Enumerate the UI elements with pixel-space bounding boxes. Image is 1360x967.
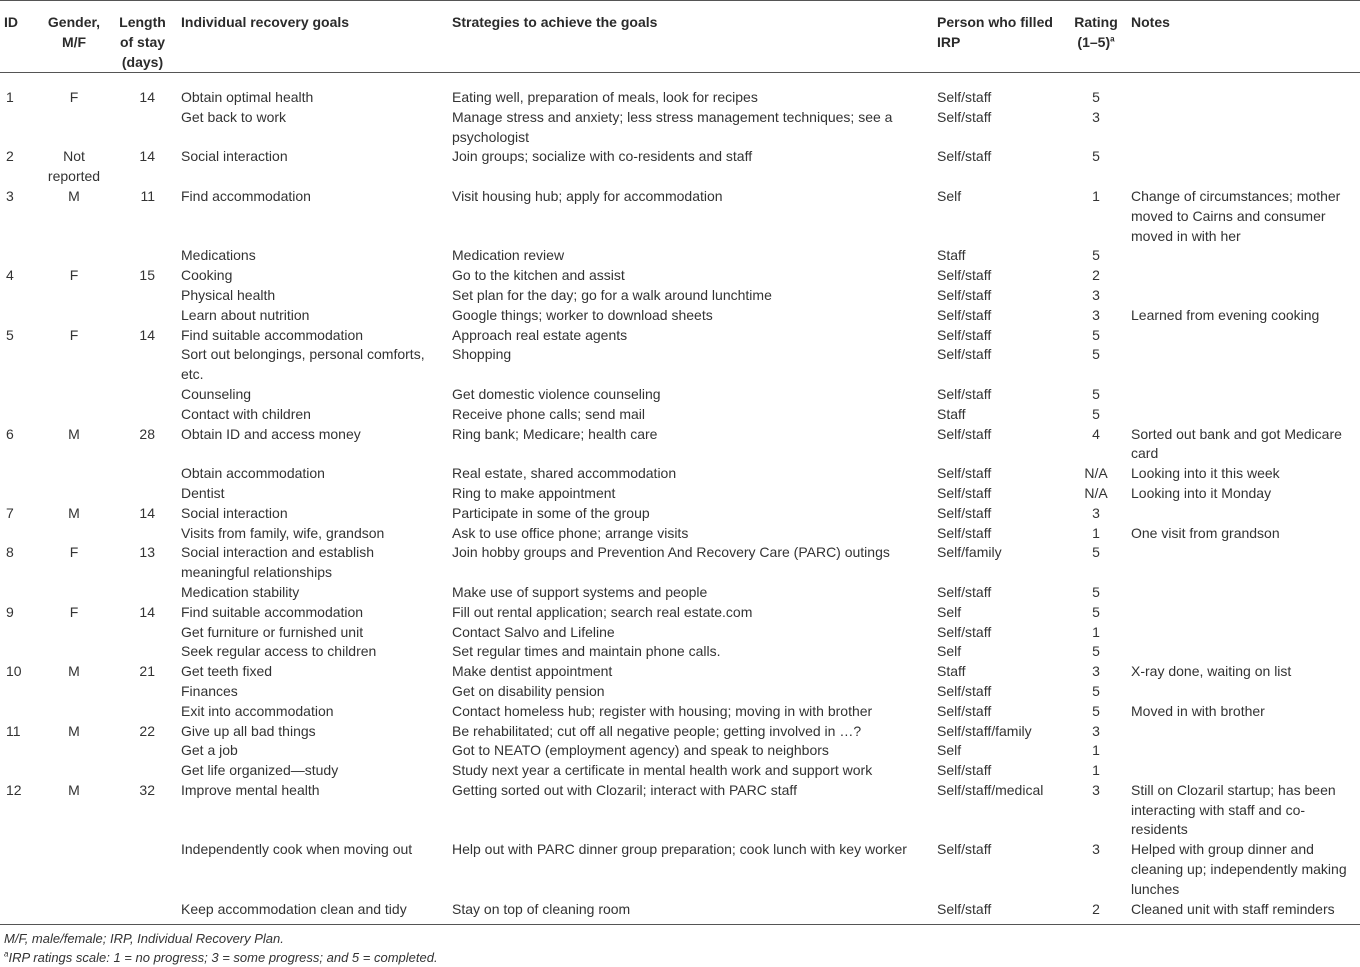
cell-rating: 1 [1092, 524, 1100, 541]
cell-id: 2 [6, 148, 14, 165]
cell-rating: 5 [1092, 603, 1100, 620]
cell-notes [1127, 543, 1360, 583]
table-row [0, 662, 1360, 682]
header-rating [1065, 1, 1127, 73]
cell-length-of-stay [108, 306, 177, 326]
cell-recovery-goal: Dentist [181, 484, 225, 501]
cell-id: 4 [6, 267, 14, 284]
cell-recovery-goal: Social interaction [181, 504, 288, 521]
cell-length-of-stay [108, 741, 177, 761]
table-row [0, 781, 1360, 840]
cell-id: 12 [6, 781, 22, 798]
cell-strategy: Get on disability pension [452, 682, 605, 699]
cell-id [0, 761, 40, 781]
cell-id [0, 385, 40, 405]
cell-rating: 4 [1092, 425, 1100, 442]
cell-rating: 1 [1092, 187, 1100, 204]
cell-id [0, 900, 40, 925]
cell-gender [40, 642, 108, 662]
cell-strategy: Contact homeless hub; register with housing; moving in with brother [452, 702, 873, 719]
cell-notes [1127, 603, 1360, 623]
cell-recovery-goal: Social interaction [181, 148, 288, 165]
cell-length-of-stay [108, 623, 177, 643]
header-person-filled: Person who filled IRP [937, 14, 1053, 50]
cell-rating: N/A [1084, 465, 1108, 482]
cell-recovery-goal: Visits from family, wife, grandson [181, 524, 385, 541]
cell-recovery-goal: Get teeth fixed [181, 663, 273, 680]
table-row [0, 504, 1360, 524]
cell-gender: M [68, 187, 80, 204]
cell-strategy: Make use of support systems and people [452, 583, 708, 600]
table-row [0, 642, 1360, 662]
cell-gender [40, 385, 108, 405]
cell-person-filled: Self/staff [937, 900, 992, 917]
table-row [0, 306, 1360, 326]
table-header [0, 1, 1360, 73]
cell-notes [1127, 147, 1360, 187]
cell-gender [40, 583, 108, 603]
cell-rating: N/A [1084, 484, 1108, 501]
cell-person-filled: Self/staff [937, 286, 992, 303]
cell-rating: 5 [1092, 148, 1100, 165]
cell-person-filled: Self/staff [937, 385, 992, 402]
cell-gender: F [69, 544, 79, 561]
cell-length-of-stay [108, 840, 177, 899]
cell-rating: 3 [1092, 841, 1100, 858]
cell-person-filled: Self/staff [937, 583, 992, 600]
cell-strategy: Approach real estate agents [452, 326, 628, 343]
cell-length-of-stay [108, 761, 177, 781]
cell-gender [40, 464, 108, 484]
cell-length-of-stay [108, 464, 177, 484]
cell-gender [40, 484, 108, 504]
cell-strategy: Real estate, shared accommodation [452, 465, 677, 482]
cell-rating: 3 [1092, 306, 1100, 323]
cell-person-filled: Self/staff [937, 702, 992, 719]
cell-rating: 2 [1092, 900, 1100, 917]
cell-notes [1127, 623, 1360, 643]
cell-person-filled: Self/staff [937, 326, 992, 343]
cell-id [0, 484, 40, 504]
cell-recovery-goal: Obtain accommodation [181, 465, 325, 482]
cell-recovery-goal: Learn about nutrition [181, 306, 310, 323]
cell-rating: 5 [1092, 544, 1100, 561]
cell-length-of-stay: 11 [140, 187, 155, 204]
cell-notes [1127, 504, 1360, 524]
cell-notes [1127, 326, 1360, 346]
cell-notes: Sorted out bank and got Medicare card [1131, 425, 1342, 462]
cell-id: 10 [6, 663, 22, 680]
table-row [0, 425, 1360, 465]
cell-gender: F [69, 603, 79, 620]
table-row [0, 583, 1360, 603]
cell-recovery-goal: Get a job [181, 742, 238, 759]
cell-notes: Change of circumstances; mother moved to Cairns and consumer moved in with her [1131, 187, 1341, 244]
cell-person-filled: Self/staff [937, 425, 992, 442]
cell-recovery-goal: Contact with children [181, 405, 311, 422]
cell-id [0, 524, 40, 544]
cell-gender [40, 761, 108, 781]
table-row [0, 246, 1360, 266]
cell-length-of-stay [108, 484, 177, 504]
cell-person-filled: Self [937, 742, 962, 759]
cell-person-filled: Self/staff [937, 108, 992, 125]
cell-id [0, 583, 40, 603]
cell-gender [40, 623, 108, 643]
cell-recovery-goal: Get life organized—study [181, 762, 339, 779]
cell-id: 3 [6, 187, 14, 204]
table-row [0, 741, 1360, 761]
cell-recovery-goal: Get back to work [181, 108, 287, 125]
cell-recovery-goal: Find accommodation [181, 187, 311, 204]
cell-length-of-stay: 14 [139, 326, 155, 343]
cell-rating: 5 [1092, 89, 1100, 105]
header-row [0, 1, 1360, 73]
cell-recovery-goal: Give up all bad things [181, 722, 316, 739]
cell-notes: Learned from evening cooking [1131, 306, 1320, 323]
cell-strategy: Receive phone calls; send mail [452, 405, 645, 422]
header-strategies: Strategies to achieve the goals [452, 14, 658, 30]
cell-gender: F [69, 326, 79, 343]
footnote-mark: a [4, 949, 9, 959]
cell-rating: 3 [1092, 781, 1100, 798]
cell-recovery-goal: Medication stability [181, 583, 300, 600]
cell-rating: 3 [1092, 286, 1100, 303]
cell-rating: 5 [1092, 702, 1100, 719]
cell-recovery-goal: Keep accommodation clean and tidy [181, 900, 407, 917]
cell-gender [40, 682, 108, 702]
cell-id [0, 464, 40, 484]
cell-strategy: Getting sorted out with Clozaril; interact with PARC staff [452, 781, 797, 798]
cell-gender: M [68, 663, 80, 680]
cell-strategy: Medication review [452, 247, 565, 264]
cell-notes [1127, 682, 1360, 702]
cell-rating: 2 [1092, 267, 1100, 284]
cell-rating: 5 [1092, 385, 1100, 402]
cell-id [0, 108, 40, 148]
cell-strategy: Make dentist appointment [452, 663, 613, 680]
cell-recovery-goal: Counseling [181, 385, 252, 402]
footnote-rating-scale-text: IRP ratings scale: 1 = no progress; 3 = some progress; and 5 = completed. [8, 950, 438, 965]
cell-notes: X-ray done, waiting on list [1131, 663, 1292, 680]
cell-recovery-goal: Find suitable accommodation [181, 603, 364, 620]
cell-notes [1127, 405, 1360, 425]
cell-notes [1127, 246, 1360, 266]
cell-length-of-stay: 21 [139, 663, 155, 680]
cell-notes [1127, 345, 1360, 385]
cell-gender: F [69, 89, 79, 105]
cell-id [0, 246, 40, 266]
cell-person-filled: Self/staff [937, 762, 992, 779]
cell-strategy: Join hobby groups and Prevention And Recovery Care (PARC) outings [452, 544, 890, 561]
cell-strategy: Set regular times and maintain phone calls. [452, 643, 721, 660]
cell-length-of-stay [108, 524, 177, 544]
header-rating-label: Rating (1–5) [1074, 14, 1118, 50]
cell-person-filled: Self [937, 187, 962, 204]
cell-recovery-goal: Find suitable accommodation [181, 326, 364, 343]
cell-strategy: Join groups; socialize with co-residents and staff [452, 148, 753, 165]
table-row [0, 603, 1360, 623]
cell-length-of-stay: 22 [139, 722, 155, 739]
cell-strategy: Visit housing hub; apply for accommodation [452, 187, 723, 204]
cell-rating: 3 [1092, 663, 1100, 680]
cell-strategy: Stay on top of cleaning room [452, 900, 631, 917]
cell-strategy: Manage stress and anxiety; less stress management techniques; see a psychologist [452, 108, 893, 145]
cell-recovery-goal: Obtain optimal health [181, 89, 314, 105]
cell-rating: 5 [1092, 643, 1100, 660]
cell-strategy: Eating well, preparation of meals, look for recipes [452, 89, 758, 105]
cell-id: 7 [6, 504, 14, 521]
cell-id [0, 286, 40, 306]
table-row [0, 187, 1360, 246]
cell-notes: Looking into it this week [1131, 465, 1280, 482]
cell-notes [1127, 73, 1360, 108]
cell-rating: 5 [1092, 346, 1100, 363]
cell-strategy: Get domestic violence counseling [452, 385, 661, 402]
cell-notes [1127, 642, 1360, 662]
table-row [0, 73, 1360, 108]
cell-notes: Still on Clozaril startup; has been interacting with staff and co-residents [1131, 781, 1336, 838]
cell-rating: 5 [1092, 682, 1100, 699]
cell-rating: 1 [1092, 762, 1100, 779]
cell-gender [40, 108, 108, 148]
cell-id [0, 702, 40, 722]
cell-recovery-goal: Exit into accommodation [181, 702, 334, 719]
cell-notes [1127, 722, 1360, 742]
table-row [0, 385, 1360, 405]
cell-recovery-goal: Sort out belongings, personal comforts, etc. [181, 346, 425, 383]
cell-recovery-goal: Social interaction and establish meaningful relationships [181, 544, 375, 581]
cell-rating: 1 [1092, 742, 1100, 759]
cell-rating: 5 [1092, 405, 1100, 422]
cell-recovery-goal: Finances [181, 682, 238, 699]
cell-strategy: Fill out rental application; search real estate.com [452, 603, 753, 620]
cell-length-of-stay: 14 [139, 504, 155, 521]
cell-gender [40, 246, 108, 266]
cell-length-of-stay: 15 [139, 267, 155, 284]
cell-person-filled: Self [937, 643, 962, 660]
cell-id [0, 682, 40, 702]
table-row [0, 464, 1360, 484]
cell-rating: 3 [1092, 722, 1100, 739]
cell-recovery-goal: Get furniture or furnished unit [181, 623, 364, 640]
cell-person-filled: Self/staff/family [937, 722, 1032, 739]
cell-recovery-goal: Independently cook when moving out [181, 841, 413, 858]
cell-length-of-stay: 14 [139, 89, 155, 105]
cell-rating: 5 [1092, 247, 1100, 264]
table-row [0, 543, 1360, 583]
cell-notes [1127, 108, 1360, 148]
table-row [0, 623, 1360, 643]
table-row [0, 900, 1360, 925]
cell-person-filled: Self/staff [937, 841, 992, 858]
cell-person-filled: Staff [937, 247, 966, 264]
table-row [0, 524, 1360, 544]
cell-person-filled: Self/family [937, 544, 1002, 561]
cell-length-of-stay [108, 642, 177, 662]
cell-strategy: Ring bank; Medicare; health care [452, 425, 658, 442]
table-row [0, 405, 1360, 425]
cell-id [0, 741, 40, 761]
cell-person-filled: Staff [937, 663, 966, 680]
table-row [0, 484, 1360, 504]
cell-recovery-goal: Physical health [181, 286, 276, 303]
cell-recovery-goal: Seek regular access to children [181, 643, 377, 660]
table-row [0, 840, 1360, 899]
cell-gender: F [69, 267, 79, 284]
cell-person-filled: Self/staff [937, 267, 992, 284]
cell-length-of-stay [108, 900, 177, 925]
cell-rating: 1 [1092, 623, 1100, 640]
cell-notes [1127, 741, 1360, 761]
cell-length-of-stay [108, 286, 177, 306]
cell-gender [40, 405, 108, 425]
cell-id: 8 [6, 544, 14, 561]
cell-length-of-stay [108, 246, 177, 266]
cell-gender: M [68, 722, 80, 739]
cell-person-filled: Self/staff [937, 465, 992, 482]
cell-id: 1 [6, 89, 14, 105]
table-row [0, 266, 1360, 286]
cell-recovery-goal: Improve mental health [181, 781, 320, 798]
cell-notes [1127, 266, 1360, 286]
cell-rating: 3 [1092, 504, 1100, 521]
cell-length-of-stay: 14 [139, 148, 155, 165]
cell-length-of-stay: 13 [139, 544, 155, 561]
cell-id [0, 623, 40, 643]
cell-gender [40, 840, 108, 899]
cell-strategy: Be rehabilitated; cut off all negative people; getting involved in …? [452, 722, 862, 739]
cell-length-of-stay [108, 108, 177, 148]
cell-notes: Cleaned unit with staff reminders [1131, 900, 1335, 917]
cell-gender: M [68, 425, 80, 442]
table-row [0, 761, 1360, 781]
footnote-rating-scale [4, 950, 438, 966]
cell-id [0, 840, 40, 899]
cell-notes: One visit from grandson [1131, 524, 1280, 541]
cell-id [0, 405, 40, 425]
header-id: ID [4, 14, 18, 30]
cell-length-of-stay [108, 702, 177, 722]
table-row [0, 702, 1360, 722]
cell-strategy: Got to NEATO (employment agency) and speak to neighbors [452, 742, 829, 759]
cell-person-filled: Self/staff [937, 504, 992, 521]
cell-strategy: Google things; worker to download sheets [452, 306, 713, 323]
cell-strategy: Contact Salvo and Lifeline [452, 623, 615, 640]
cell-notes: Moved in with brother [1131, 702, 1265, 719]
cell-person-filled: Self/staff/medical [937, 781, 1044, 798]
cell-person-filled: Self/staff [937, 524, 992, 541]
cell-id: 9 [6, 603, 14, 620]
cell-gender [40, 286, 108, 306]
cell-id [0, 642, 40, 662]
cell-recovery-goal: Cooking [181, 267, 233, 284]
cell-id [0, 306, 40, 326]
cell-strategy: Study next year a certificate in mental health work and support work [452, 762, 873, 779]
cell-rating: 5 [1092, 583, 1100, 600]
cell-notes [1127, 761, 1360, 781]
cell-strategy: Participate in some of the group [452, 504, 650, 521]
table-row [0, 108, 1360, 148]
cell-length-of-stay: 32 [139, 781, 155, 798]
cell-person-filled: Self/staff [937, 89, 992, 105]
table-row [0, 286, 1360, 306]
cell-notes: Helped with group dinner and cleaning up; independently making lunches [1131, 841, 1347, 897]
header-length-of-stay: Length of stay (days) [119, 14, 166, 70]
cell-strategy: Set plan for the day; go for a walk around lunchtime [452, 286, 772, 303]
cell-strategy: Go to the kitchen and assist [452, 267, 625, 284]
cell-length-of-stay: 28 [139, 425, 155, 442]
table-body [0, 73, 1360, 925]
cell-strategy: Ring to make appointment [452, 484, 616, 501]
cell-strategy: Ask to use office phone; arrange visits [452, 524, 689, 541]
cell-gender: Not reported [47, 148, 101, 185]
cell-strategy: Help out with PARC dinner group preparation; cook lunch with key worker [452, 841, 907, 858]
cell-recovery-goal: Medications [181, 247, 256, 264]
cell-gender [40, 702, 108, 722]
cell-length-of-stay: 14 [139, 603, 155, 620]
cell-notes [1127, 286, 1360, 306]
header-recovery-goals: Individual recovery goals [181, 14, 350, 30]
header-gender: Gender, M/F [47, 14, 101, 50]
cell-id [0, 345, 40, 385]
cell-notes [1127, 385, 1360, 405]
cell-id: 5 [6, 326, 14, 343]
cell-gender [40, 306, 108, 326]
cell-gender [40, 524, 108, 544]
cell-person-filled: Staff [937, 405, 966, 422]
table-row [0, 682, 1360, 702]
table-row [0, 722, 1360, 742]
cell-gender [40, 345, 108, 385]
cell-gender: M [68, 781, 80, 798]
cell-strategy: Shopping [452, 346, 512, 363]
cell-gender [40, 900, 108, 925]
cell-length-of-stay [108, 682, 177, 702]
cell-person-filled: Self [937, 603, 962, 620]
cell-id: 6 [6, 425, 14, 442]
cell-id: 11 [6, 722, 21, 739]
table-row [0, 345, 1360, 385]
cell-gender: M [68, 504, 80, 521]
cell-length-of-stay [108, 385, 177, 405]
cell-person-filled: Self/staff [937, 682, 992, 699]
cell-notes [1127, 583, 1360, 603]
cell-length-of-stay [108, 345, 177, 385]
cell-person-filled: Self/staff [937, 623, 992, 640]
cell-rating: 5 [1092, 326, 1100, 343]
header-notes: Notes [1131, 14, 1170, 30]
table-row [0, 147, 1360, 187]
header-rating-footnote-mark: a [1110, 34, 1115, 44]
cell-person-filled: Self/staff [937, 148, 992, 165]
cell-rating: 3 [1092, 108, 1100, 125]
cell-gender [40, 741, 108, 761]
cell-notes: Looking into it Monday [1131, 484, 1272, 501]
table-row [0, 326, 1360, 346]
cell-length-of-stay [108, 583, 177, 603]
cell-person-filled: Self/staff [937, 484, 992, 501]
cell-recovery-goal: Obtain ID and access money [181, 425, 361, 442]
cell-person-filled: Self/staff [937, 346, 992, 363]
cell-person-filled: Self/staff [937, 306, 992, 323]
footnote-abbreviations: M/F, male/female; IRP, Individual Recovery Plan. [4, 931, 284, 946]
cell-length-of-stay [108, 405, 177, 425]
